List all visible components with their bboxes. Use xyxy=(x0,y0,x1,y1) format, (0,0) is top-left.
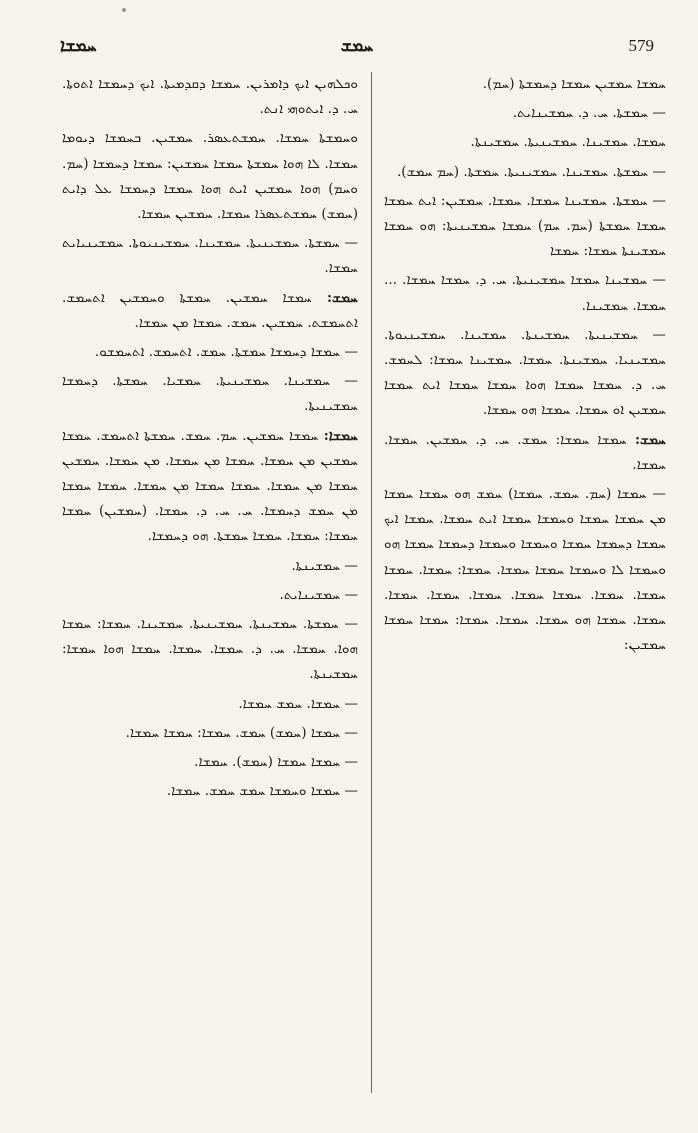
dictionary-entry xyxy=(384,268,666,318)
dictionary-entry xyxy=(384,72,666,97)
entry-text: — ܚܡܫܝܢܐܝܬ. xyxy=(279,586,358,603)
entry-headword: ܚܡܫܐ: xyxy=(318,427,358,444)
dictionary-entry xyxy=(62,692,358,717)
dictionary-entry xyxy=(62,286,358,336)
entry-text: — ܚܡܫܬܐ. ܚܡܫܝܢܐ ܚܡܫܐ. ܚܡܫܐ. ܚܡܫܝܢ: ܐܝܬ ܚܡܫܐ ܚܡܫܐ ܚܡܫܬܐ (ܚܡ. ܚܡ) ܚܡܫܐ ܚܡܫܝܢܝܬܐ: ܗܘ ܚܡܫܐ ܚܡܫܝܢܬܐ ܚܡܫܐ: ܚܡܫܐ xyxy=(384,192,666,260)
entry-headword: ܚܡܫ: xyxy=(311,289,358,306)
entry-text: — ܚܡܫܬܐ. ܚܡܫܝܢܐ. ܚܡܫܝܢܝܬܐ. ܚܡܫܬܐ. (ܚܡ ܚܡܫ). xyxy=(396,163,666,180)
entry-text: — ܚܡܫܬܐ. ܚ. ܕ. ܚܡܫܝܢܐܝܬ. xyxy=(512,105,666,122)
entry-text: — ܚܡܫܐ ܚܡܫܐ (ܚܡܫ). ܚܡܫܐ. xyxy=(194,754,358,771)
dictionary-entry xyxy=(384,323,666,424)
dictionary-entry xyxy=(384,428,666,478)
entry-text: — ܚܡܫܐ (ܚܡܫ) ܚܡܫ. ܚܡܫܐ: ܚܡܫܐ ܚܡܫܐ. xyxy=(125,724,358,741)
dictionary-entry xyxy=(62,231,358,281)
entry-text: ܚܡܫܐ. ܚܡܫܝܢܐ. ܚܡܫܝܢܝܬܐ. ܚܡܫܝܢܬܐ. xyxy=(470,134,666,151)
entry-text: ܘܚܡܫܬܐ ܚܡܫܐ. ܚܡܫܬܥܣܪ. ܚܡܫܝܢ. ܒܚܡܫܐ ܕܝܘܡܐ ܚܡܫܐ. ܠܐ ܗܘܐ ܚܡܫܬܐ ܚܡܫܐ ܚܡܫܝܢ: ܚܡܫܐ ܕܚܡܫܐ (ܚܡ. ܘܚܡ) ܗܘܐ ܚܡܫܝܢ ܐܝܬ ܗܘܐ ܚܡܫܐ ܕܚܡܫܐ ܥܠ ܕܐܝܬ (ܚܡܫ) ܚܡܫܬܥܣܪܐ ܚܡܫܐ. ܚܡܫܝܢ ܚܡܫܐ. xyxy=(62,130,358,223)
entry-headword: ܚܡܫ: xyxy=(626,431,666,448)
dictionary-entry xyxy=(62,583,358,608)
left-running-head: ܚܡܫܐ xyxy=(60,36,97,56)
entry-text: ܚܡܫܐ ܚܡܫܐ: ܚܡܫ. ܚ. ܕ. ܚܡܫܝܢ. ܚܡܫܐ. ܚܡܫܐ. xyxy=(384,431,666,473)
entry-text: — ܚܡܫܬܐ. ܚܡܫܝܢܝܬܐ. ܚܡܫܝܢܐ. ܚܡܫܝܢܝܘܬܐ. ܚܡܫܝܢܝܐܝܬ ܚܡܫܐ. xyxy=(62,235,358,277)
right-column xyxy=(384,72,666,1099)
dictionary-entry xyxy=(384,101,666,126)
entry-text: — ܚܡܫܬܐ. ܚܡܫܝܢܬܐ. ܚܡܫܝܢܝܬܐ. ܚܡܫܝܢܐ. ܚܡܫܐ: ܚܡܫܐ ܗܘܐ. ܚܡܫܐ. ܚ. ܕ. ܚܡܫܐ. ܚܡܫܐ. ܚܡܫܐ ܗܘܐ ܚܡܫܐ: ܚܡܫܝܢܬܐ. xyxy=(62,616,358,683)
dictionary-entry xyxy=(62,340,358,365)
paper-speck xyxy=(122,8,126,12)
dictionary-entry xyxy=(384,482,666,658)
entry-text: — ܚܡܫܐ. ܚܡܫ ܚܡܫܐ. xyxy=(238,695,358,712)
dictionary-entry xyxy=(62,750,358,775)
dictionary-entry xyxy=(384,130,666,155)
dictionary-entry xyxy=(384,160,666,185)
entry-text: ܚܡܫܐ ܚܡܫܝܢ. ܚܡ. ܚܡܫ. ܚܡܫܬܐ ܐܬܚܡܫ. ܚܡܫܐ ܚܡܫܝܢ ܡܢ ܚܡܫܐ. ܚܡܫܐ ܡܢ ܚܡܫܐ. ܡܢ ܚܡܫܐ. ܚܡܫܝܢ ܚܡܫܐ ܡܢ ܚܡܫܐ. ܚܡܫܐ ܚܡܫܐ ܡܢ ܚܡܫܐ. ܚܡܫܐ ܚܡܫܐ ܡܢ ܚܡܫ ܕܚܡܫܐ. ܚ. ܚ. ܕ. ܚܡܫܐ. (ܚܡܫܝܢ) ܚܡܫܐ ܚܡܫܐ: ܚܡܫܐ. ܚܡܫܐ ܚܡܫܬܐ. ܗܘ ܕܚܡܫܐ. xyxy=(62,427,358,545)
dictionary-entry xyxy=(62,424,358,550)
dictionary-entry xyxy=(62,779,358,804)
dictionary-entry xyxy=(62,72,358,122)
entry-text: — ܚܡܫܐ ܘܚܡܫܐ ܚܡܫ ܚܡܫ. ܚܡܫܐ. xyxy=(166,783,358,800)
entry-text: — ܚܡܫܐ (ܚܡ. ܚܡܫ. ܚܡܫܐ) ܚܡܫ ܗܘ ܚܡܫܐ ܚܡܫܐ ܡܢ ܚܡܫܐ ܚܡܫܐ ܘܚܡܫܐ ܚܡܫܐ ܐܝܬ ܚܡܫܐ. ܚܡܫܐ ܐܝܟ ܚܡܫܐ ܕܚܡܫܐ ܚܡܫܐ ܘܚܡܫܐ ܘܚܡܫܐ ܕܚܡܫܐ ܚܡܫܐ ܗܘ ܘܚܡܫܐ ܠܐ ܘܚܡܫܐ ܚܡܫܐ ܚܡܫܐ. ܚܡܫܐ: ܚܡܫܐ. ܚܡܫܐ ܚܡܫܐ. ܚܡܫܐ. ܚܡܫܐ ܚܡܫܐ. ܚܡܫܐ. ܚܡܫܐ. ܚܡܫܐ. ܚܡܫܐ. ܚܡܫܐ ܗܘ ܚܡܫܐ. ܚܡܫܐ. ܚܡܫܐ: ܚܡܫܐ ܚܡܫܐ ܚܡܫܝܢ: xyxy=(384,486,666,654)
page-header xyxy=(56,34,658,62)
dictionary-entry xyxy=(384,189,666,265)
dictionary-entry xyxy=(62,721,358,746)
entry-text: — ܚܡܫܝܢܐ. ܚܡܫܝܢܝܬܐ. ܚܡܫܝܐ. ܚܡܫܬܐ. ܕܚܡܫܐ ܚܡܫܝܢܝܬܐ. xyxy=(62,373,358,415)
entry-text: — ܚܡܫܐ ܕܚܡܫܐ ܚܡܫܬܐ. ܚܡܫ. ܐܬܚܡܫ. ܐܬܚܡܫܘ. xyxy=(94,344,358,361)
entry-text: ܚܡܫܐ ܚܡܫܝܢ. ܚܡܫܬܐ ܘܚܡܫܝܢ ܐܬܚܡܫ. ܐܬܚܡܫܬ. ܚܡܫܝܢ. ܚܡܫ. ܚܡܫܐ ܡܢ ܚܡܫܐ. xyxy=(62,289,358,331)
entry-text: — ܚܡܫܝܢܝܬܐ. ܚܡܫܝܢܬܐ. ܚܡܫܝܢܐ. ܚܡܫܝܢܝܘܬܐ. ܚܡܫܝܢܝܐ. ܚܡܫܝܢܬܐ. ܚܡܫܐ. ܚܡܫܝܢܐ ܚܡܫܐ: ܠܚܡܫ. ܚ. ܕ. ܚܡܫܐ ܚܡܫܐ ܗܘܐ ܚܡܫܐ ܚܡܫܐ ܐܝܬ ܚܡܫܐ ܚܡܫܝܢ ܐܘ ܚܡܫܐ. ܚܡܫܐ ܗܘ ܚܡܫܐ. xyxy=(384,326,666,419)
column-divider xyxy=(371,72,372,1093)
dictionary-entry xyxy=(62,369,358,419)
dictionary-entry xyxy=(62,554,358,579)
left-column xyxy=(62,72,358,1099)
entry-text: ܚܡܫܐ ܚܡܫܝܢ ܚܡܫܐ ܕܚܡܫܬܐ (ܚܡ). xyxy=(482,76,666,92)
center-running-head: ܚܡܫ xyxy=(340,36,374,56)
entry-text: ܘܟܠܗܝܢ ܐܝܟ ܕܐܡܪܝܢ. ܚܡܫܐ ܕܩܕܡܝܬܐ. ܐܝܟ ܕܚܡܫܐ ܐܬܘܬܐ. ܚ. ܕ. ܐܝܬܘܗܝ ܐܢܬ. xyxy=(62,76,358,118)
page-number: 579 xyxy=(628,36,654,55)
entry-text: — ܚܡܫܝܢܬܐ. xyxy=(291,557,358,574)
dictionary-entry xyxy=(62,612,358,688)
dictionary-entry xyxy=(62,126,358,227)
entry-text: — ܚܡܫܝܢܐ ܚܡܫܐ ܚܡܫܝܢܝܬܐ. ܚ. ܕ. ܚܡܫܐ ܚܡܫܐ. ... ܚܡܫܐ. ܚܡܫܝܢܐ. xyxy=(384,272,666,314)
